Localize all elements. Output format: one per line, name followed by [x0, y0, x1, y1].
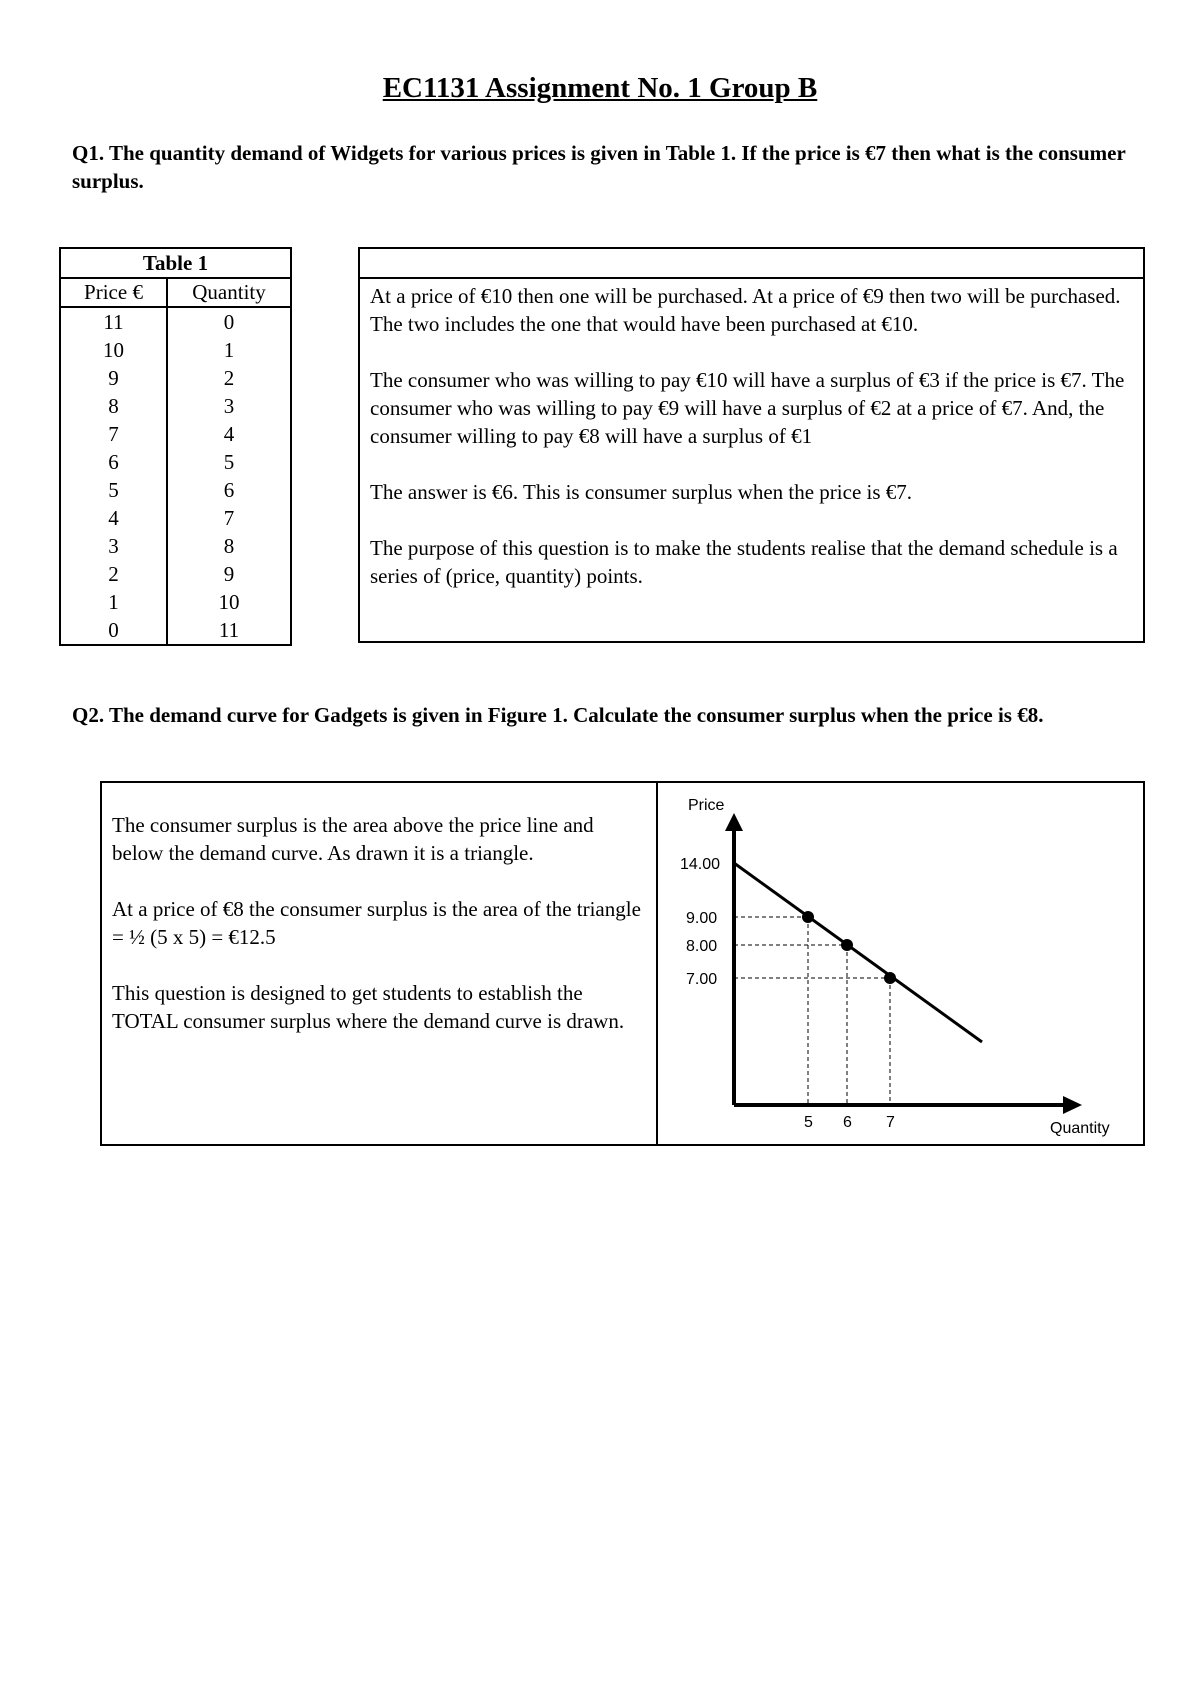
quantity-cell: 7	[167, 504, 291, 532]
table-row	[60, 364, 291, 392]
price-cell: 4	[60, 504, 167, 532]
q1-answer-paragraph: The answer is €6. This is consumer surplus when the price is €7.	[370, 480, 913, 504]
x-tick-label: 7	[886, 1114, 895, 1131]
y-tick-label: 9.00	[686, 910, 718, 927]
price-cell: 3	[60, 532, 167, 560]
table-row	[60, 616, 291, 645]
table-row	[60, 560, 291, 588]
quantity-cell: 10	[167, 588, 291, 616]
figure-1	[658, 783, 1143, 1144]
price-cell: 10	[60, 336, 167, 364]
table-row	[60, 532, 291, 560]
price-cell: 1	[60, 588, 167, 616]
x-axis-label: Quantity	[1050, 1120, 1110, 1137]
quantity-cell: 9	[167, 560, 291, 588]
price-cell: 11	[60, 307, 167, 336]
question-2-text: Q2. The demand curve for Gadgets is given in Figure 1. Calculate the consumer surplus when the price is €8.	[72, 703, 1044, 727]
answer-box-header	[360, 249, 1143, 279]
table-row	[60, 588, 291, 616]
table-row	[60, 504, 291, 532]
q1-answer-box	[358, 247, 1145, 643]
price-cell: 8	[60, 392, 167, 420]
y-tick-label: 14.00	[680, 856, 721, 873]
table-1	[59, 247, 292, 646]
x-tick-label: 5	[804, 1114, 813, 1131]
price-cell: 6	[60, 448, 167, 476]
data-point	[841, 939, 853, 951]
y-tick-label: 7.00	[686, 971, 718, 988]
price-cell: 2	[60, 560, 167, 588]
price-cell: 9	[60, 364, 167, 392]
q2-answer-text	[102, 783, 658, 1144]
y-tick-label: 8.00	[686, 938, 718, 955]
price-cell: 5	[60, 476, 167, 504]
quantity-cell: 8	[167, 532, 291, 560]
data-point	[884, 972, 896, 984]
data-point	[802, 911, 814, 923]
demand-curve-chart	[658, 783, 1143, 1144]
quantity-cell: 11	[167, 616, 291, 645]
q1-answer-paragraph: The consumer who was willing to pay €10 will have a surplus of €3 if the price is €7. The consumer who was willing to pay €9 will have a surplus of €2 at a price of €7. And, the consumer willing to pay €8 will have a surplus of €1	[370, 368, 1125, 448]
column-header-quantity: Quantity	[167, 278, 291, 307]
quantity-cell: 4	[167, 420, 291, 448]
quantity-cell: 3	[167, 392, 291, 420]
q2-answer-paragraph: The consumer surplus is the area above the price line and below the demand curve. As drawn it is a triangle.	[112, 813, 594, 865]
page-title: EC1131 Assignment No. 1 Group B	[382, 72, 818, 104]
y-axis-label: Price	[688, 797, 725, 814]
x-tick-label: 6	[843, 1114, 852, 1131]
table-row	[60, 448, 291, 476]
price-cell: 0	[60, 616, 167, 645]
quantity-cell: 1	[167, 336, 291, 364]
q1-answer-body	[360, 279, 1143, 590]
table-row	[60, 392, 291, 420]
column-header-price: Price €	[60, 278, 167, 307]
demand-curve-line	[734, 863, 982, 1042]
quantity-cell: 2	[167, 364, 291, 392]
table-body	[60, 307, 291, 645]
table-row	[60, 336, 291, 364]
quantity-cell: 5	[167, 448, 291, 476]
q2-answer-paragraph: This question is designed to get students to establish the TOTAL consumer surplus where the demand curve is drawn.	[112, 981, 625, 1033]
price-cell: 7	[60, 420, 167, 448]
y-axis-arrow	[725, 813, 743, 831]
q1-answer-paragraph: At a price of €10 then one will be purchased. At a price of €9 then two will be purchased. The two includes the one that would have been purchased at €10.	[370, 284, 1121, 336]
q2-answer-paragraph: At a price of €8 the consumer surplus is the area of the triangle = ½ (5 x 5) = €12.5	[112, 897, 641, 949]
x-axis-arrow	[1063, 1096, 1082, 1114]
table-row	[60, 420, 291, 448]
quantity-cell: 6	[167, 476, 291, 504]
quantity-cell: 0	[167, 307, 291, 336]
table-caption: Table 1	[60, 248, 291, 278]
q2-answer-box	[100, 781, 1145, 1146]
table-row	[60, 307, 291, 336]
q1-answer-paragraph: The purpose of this question is to make the students realise that the demand schedule is a series of (price, quantity) points.	[370, 536, 1118, 588]
table-row	[60, 476, 291, 504]
question-1-text: Q1. The quantity demand of Widgets for various prices is given in Table 1. If the price is €7 then what is the consumer surplus.	[72, 141, 1126, 193]
